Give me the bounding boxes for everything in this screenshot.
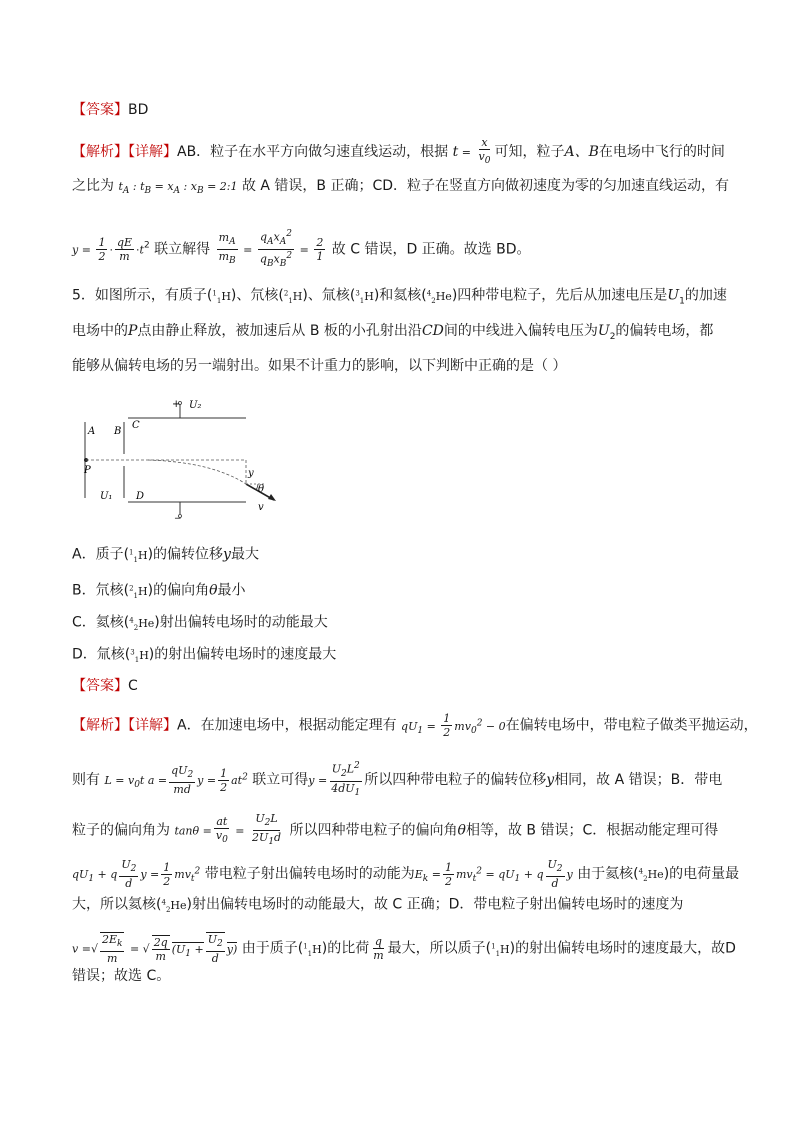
option-c[interactable]: C．氦核($^4_2$He)射出偏转电场时的动能最大 [72, 614, 328, 632]
text: 之比为 [72, 178, 114, 194]
label-y: y [248, 468, 254, 479]
label-plus: + [172, 399, 181, 410]
label-v: v [258, 502, 264, 513]
formula-half: $\frac{1}{2}$ [98, 235, 106, 263]
option-a[interactable]: A．质子($^1_1$H)的偏转位移y最大 [72, 546, 259, 564]
q5-analysis-line3: 粒子的偏向角为 tanθ = $\frac{at}{v_0}$ = $\frac{U_2L}{2U_1d}$ 所以四种带电粒子的偏向角θ相等，故 B 错误；C．根据动能定理可得 [72, 812, 719, 848]
label-u2: U₂ [189, 400, 202, 411]
label-u1: U₁ [100, 491, 113, 502]
label-a: A [88, 426, 96, 437]
q4-answer [72, 100, 148, 120]
q5-analysis-line4: $qU_1 + q$ $\frac{U_2}{d}$ y = $\frac{1}{2}$ $mv_t^2$ 带电粒子射出偏转电场时的动能为$E_k$ = $\frac{1}{2}$ $mv_t^2 = qU_1 + q$ $\frac{U_2}{d}$ y 由于氦核($^4_2$He)的电荷量最 [72, 858, 740, 891]
q4-answer-label: 【答案】 [72, 102, 128, 118]
label-b: B [114, 426, 122, 437]
q5-stem-line3: 能够从偏转电场的另一端射出。如果不计重力的影响，以下判断中正确的是（ ） [72, 358, 567, 374]
q5-analysis-line7: 错误；故选 C。 [72, 968, 171, 984]
text: 故 A 错误，B 正确；CD．粒子在竖直方向做初速度为零的匀加速直线运动，有 [241, 178, 730, 194]
formula-ratio: $t_A$ : $t_B = x_A$ : $x_B$ = 2:1 [118, 180, 238, 197]
option-b[interactable]: B．氘核($^2_1$H)的偏向角θ最小 [72, 582, 246, 600]
formula-x-over-v0: $\frac{x}{v_0}$ [478, 136, 491, 167]
text: 故 C 错误，D 正确。故选 BD。 [331, 241, 531, 258]
q5-analysis-line5: 大，所以氦核($^4_2$He)射出偏转电场时的动能最大，故 C 正确；D．带电粒子射出偏转电场时的速度为 [72, 896, 684, 914]
q5-stem-line2: 电场中的P点由静止释放，被加速后从 B 板的小孔射出沿CD间的中线进入偏转电压为$U_2$的偏转电场，都 [72, 323, 714, 342]
text: 联立解得 [154, 241, 211, 258]
label-minus: − [174, 514, 182, 524]
deflection-diagram [72, 396, 312, 526]
q4-answer-value: BD [128, 102, 149, 118]
formula-y: y = [72, 243, 95, 257]
formula-qe-m: $\frac{qE}{m}$ [116, 235, 133, 263]
text: 在电场中飞行的时间 [598, 144, 725, 161]
formula-two-one: $\frac{2}{1}$ [316, 235, 324, 263]
q5-analysis-line6: v =√ $\frac{2E_k}{m}$ = √ $\frac{2q}{m}$ ($U_1$ + $\frac{U_2}{d}$ y) 由于质子($^1_1$H)的比荷 $\frac{q}{m}$ 最大，所以质子($^1_1$H)的射出偏转电场时的速度最大，故D [72, 933, 736, 966]
label-d: D [136, 491, 145, 502]
text: AB．粒子在水平方向做匀速直线运动，根据 [177, 144, 449, 161]
text: 可知，粒子 [494, 144, 565, 161]
q5-stem-line1: 5．如图所示，有质子($^1_1$H)、氘核($^2_1$H)、氚核($^3_1$H)和氦核($^4_2$He)四种带电粒子，先后从加速电压是$U_1$的加速 [72, 287, 727, 307]
formula-qx-ratio: $\frac{q_Ax_A^2}{q_Bx_B^2}$ [259, 229, 293, 269]
formula-mass-ratio: $\frac{m_A}{m_B}$ [218, 230, 236, 267]
label-theta: θ [258, 484, 265, 495]
q4-analysis-line2 [72, 176, 729, 201]
q5-answer: 【答案】C [72, 678, 138, 694]
q5-analysis-line2: 则有 $L = v_0t$ a = $\frac{qU_2}{md}$ y = $\frac{1}{2}$ $at^2$ 联立可得y = $\frac{U_2L^2}{4dU_1}$ 所以四种带电粒子的偏转位移y相同，故 A 错误；B．带电 [72, 761, 723, 799]
q4-analysis-line1: 【解析】【详解】AB．粒子在水平方向做匀速直线运动，根据 t = $\frac{x}{v_0}$ 可知，粒子A、B在电场中飞行的时间 [72, 136, 725, 167]
formula-energy1: $qU_1$ = [401, 719, 440, 736]
q5-analysis-line1: 【解析】【详解】A．在加速电场中，根据动能定理有 $qU_1$ = $\frac{1}{2}$ $mv_0^2 - 0$在偏转电场中，带电粒子做类平抛运动， [72, 712, 758, 739]
option-d[interactable]: D．氚核($^3_1$H)的射出偏转电场时的速度最大 [72, 646, 337, 664]
q4-analysis-line3: y = $\frac{1}{2}$ · $\frac{qE}{m}$ $\cdot t^2$ 联立解得 $\frac{m_A}{m_B}$ = $\frac{q_Ax_A^2}{q_Bx_B^2}$ = $\frac{2}{1}$ 故 C 错误，D 正确。故选 BD。 [72, 229, 531, 269]
q4-analysis-label: 【解析】【详解】 [72, 144, 177, 161]
formula-t2: t [139, 243, 144, 257]
trajectory [148, 460, 246, 484]
formula-t: t [452, 144, 459, 161]
label-p: P [84, 465, 91, 476]
label-c: C [132, 420, 140, 431]
text-ab: A、B [564, 144, 599, 161]
